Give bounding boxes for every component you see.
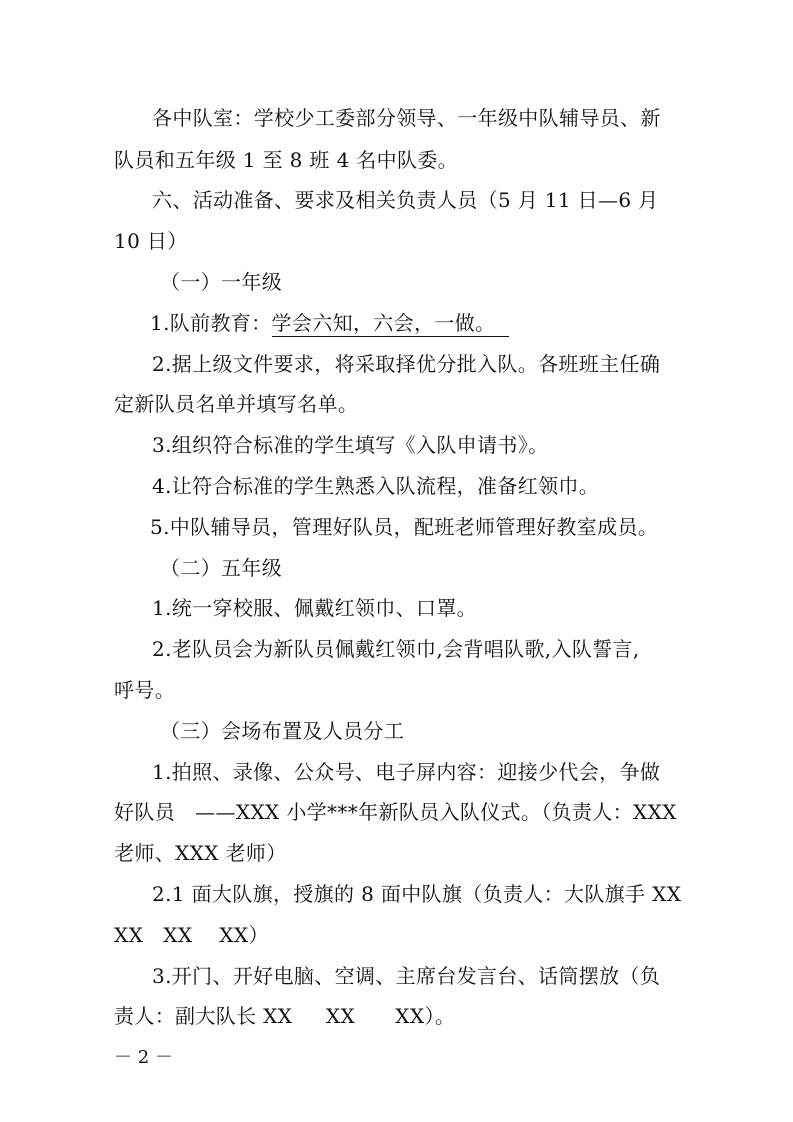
item-3-1-cont: 好队员 ——XXX 小学***年新队员入队仪式。（负责人：XXX (114, 800, 677, 824)
item-1-1-underlined-text: 学会六知，六会，一做。 (271, 311, 496, 335)
item-2-1: 1.统一穿校服、佩戴红领巾、口罩。 (152, 596, 478, 620)
underline-tail (495, 311, 508, 337)
item-1-4: 4.让符合标准的学生熟悉入队流程，准备红领巾。 (152, 474, 600, 498)
item-1-2-cont: 定新队员名单并填写名单。 (114, 392, 359, 416)
item-3-2-cont: XX XX XX） (114, 923, 269, 947)
item-3-3: 3.开门、开好电脑、空调、主席台发言台、话筒摆放（负 (152, 964, 661, 988)
item-1-1-label: 1.队前教育： (150, 311, 272, 335)
page-number: － 2 － (114, 1047, 173, 1068)
item-2-2: 2.老队员会为新队员佩戴红领巾,会背唱队歌,入队誓言, (152, 637, 640, 661)
subsection-heading-3: （三）会场布置及人员分工 (160, 719, 405, 743)
item-3-2: 2.1 面大队旗，授旗的 8 面中队旗（负责人：大队旗手 XX (152, 882, 682, 906)
subsection-heading-2: （二）五年级 (160, 556, 283, 580)
paragraph-line-1: 各中队室：学校少工委部分领导、一年级中队辅导员、新 (152, 106, 661, 130)
item-2-2-cont: 呼号。 (114, 678, 176, 702)
item-1-1 (150, 309, 509, 337)
item-1-3: 3.组织符合标准的学生填写《入队申请书》。 (152, 433, 549, 457)
item-3-1: 1.拍照、录像、公众号、电子屏内容：迎接少代会，争做 (152, 760, 661, 784)
item-3-1-cont-2: 老师、XXX 老师） (114, 841, 287, 865)
item-3-3-cont: 责人：副大队长 XX XX XX）。 (114, 1004, 456, 1028)
item-1-5: 5.中队辅导员，管理好队员，配班老师管理好教室成员。 (150, 515, 659, 539)
section-heading-6: 六、活动准备、要求及相关负责人员（5 月 11 日—6 月 (152, 188, 659, 212)
subsection-heading-1: （一）一年级 (160, 270, 283, 294)
section-heading-6-cont: 10 日） (114, 229, 188, 253)
paragraph-line-2: 队员和五年级 1 至 8 班 4 名中队委。 (114, 148, 459, 172)
item-1-2: 2.据上级文件要求，将采取择优分批入队。各班班主任确 (152, 352, 661, 376)
